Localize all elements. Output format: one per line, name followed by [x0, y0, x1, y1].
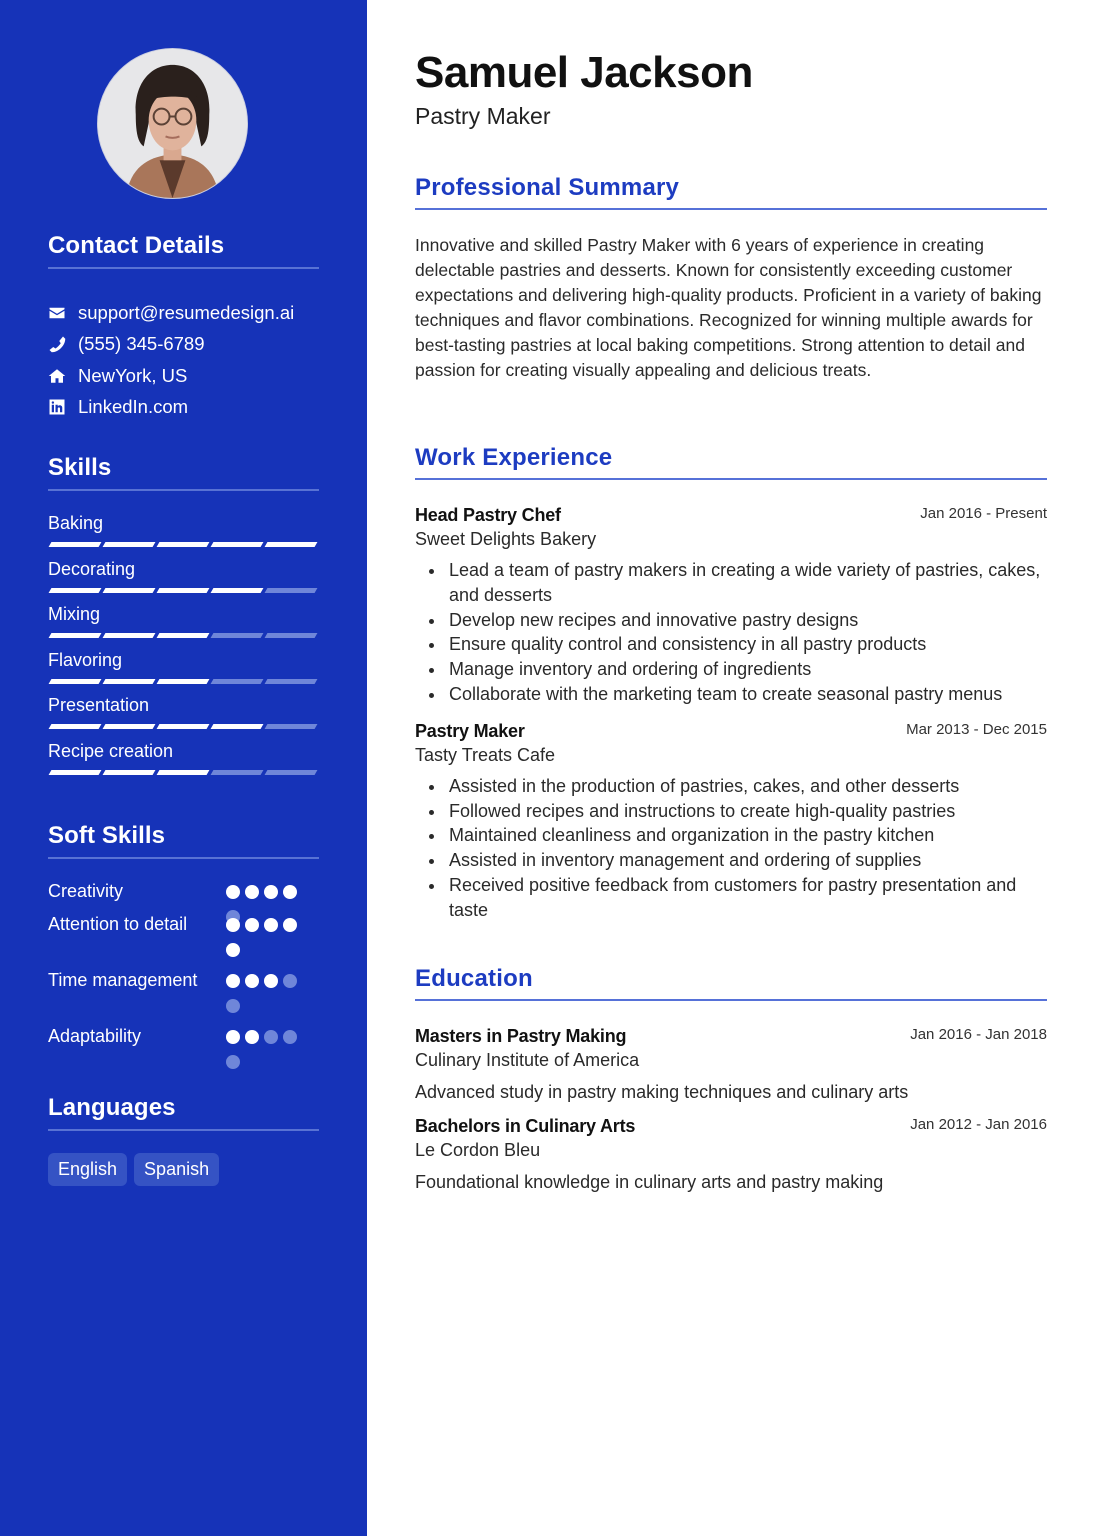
company-name: Tasty Treats Cafe — [415, 744, 556, 765]
summary-title: Professional Summary — [415, 174, 1047, 210]
rating-dot-filled — [283, 885, 297, 899]
rating-bar-filled — [103, 724, 156, 729]
job-dates: Mar 2013 - Dec 2015 — [906, 720, 1047, 738]
language-list — [48, 1153, 319, 1186]
rating-dot-empty — [226, 1055, 240, 1069]
job-bullet: Followed recipes and instructions to create high-quality pastries — [427, 799, 1047, 824]
contact-linkedin[interactable] — [48, 392, 319, 424]
soft-skill-name: Attention to detail — [48, 914, 188, 934]
skill-item — [48, 511, 319, 557]
contact-location-text: NewYork, US — [78, 364, 188, 386]
soft-skills-section — [48, 822, 319, 1074]
rating-dot-filled — [226, 974, 240, 988]
skill-item — [48, 693, 319, 739]
job-bullet: Develop new recipes and innovative pastry designs — [427, 608, 1047, 633]
skill-rating — [48, 542, 319, 547]
rating-bar-empty — [211, 633, 264, 638]
rating-dot-filled — [283, 918, 297, 932]
skill-rating — [48, 633, 319, 638]
skill-rating — [48, 724, 319, 729]
language-chip: Spanish — [134, 1153, 219, 1186]
rating-bar-filled — [103, 542, 156, 547]
rating-dot-filled — [245, 918, 259, 932]
rating-bar-filled — [49, 679, 102, 684]
soft-skill-name: Creativity — [48, 881, 124, 901]
rating-dot-filled — [264, 974, 278, 988]
education-section — [415, 965, 1047, 1194]
skill-rating — [48, 679, 319, 684]
avatar — [97, 48, 248, 199]
sidebar — [0, 0, 367, 1536]
rating-dot-filled — [245, 885, 259, 899]
skill-name: Presentation — [48, 695, 150, 715]
job-dates: Jan 2016 - Present — [920, 505, 1047, 522]
soft-skill-name: Time management — [48, 970, 198, 990]
job-bullet: Collaborate with the marketing team to create seasonal pastry menus — [427, 682, 1047, 707]
rating-bar-filled — [211, 542, 264, 547]
rating-dot-filled — [245, 974, 259, 988]
soft-skill-name: Adaptability — [48, 1026, 142, 1046]
rating-bar-filled — [103, 679, 156, 684]
rating-dot-filled — [245, 1030, 259, 1044]
rating-bar-filled — [157, 588, 210, 593]
job-bullet: Assisted in the production of pastries, cakes, and other desserts — [427, 774, 1047, 799]
rating-bar-filled — [49, 588, 102, 593]
skill-name: Mixing — [48, 604, 101, 624]
job-bullet: Manage inventory and ordering of ingredients — [427, 657, 1047, 682]
school-name: Culinary Institute of America — [415, 1050, 640, 1070]
rating-bar-filled — [211, 588, 264, 593]
rating-dot-filled — [226, 1030, 240, 1044]
skill-name: Recipe creation — [48, 740, 174, 761]
soft-skill-item — [48, 968, 319, 1024]
contact-list — [48, 297, 319, 423]
rating-dot-empty — [226, 999, 240, 1013]
degree-title: Bachelors in Culinary Arts — [415, 1116, 636, 1136]
experience-title: Work Experience — [415, 444, 1047, 480]
job-title: Pastry Maker — [415, 720, 525, 741]
rating-bar-filled — [157, 724, 210, 729]
contact-email[interactable] — [48, 297, 319, 329]
education-description: Foundational knowledge in culinary arts and pastry making — [415, 1172, 884, 1192]
education-description: Advanced study in pastry making techniques and culinary arts — [415, 1082, 909, 1102]
contact-location — [48, 360, 319, 392]
language-chip: English — [48, 1153, 127, 1186]
rating-bar-empty — [265, 770, 318, 775]
rating-bar-filled — [103, 770, 156, 775]
rating-dot-filled — [226, 918, 240, 932]
education-entry — [415, 1114, 1047, 1194]
education-dates: Jan 2016 - Jan 2018 — [910, 1026, 1047, 1043]
job-bullets — [415, 774, 1047, 923]
job-bullet: Maintained cleanliness and organization in the pastry kitchen — [427, 823, 1047, 848]
rating-bar-empty — [211, 679, 264, 684]
skill-name: Baking — [48, 513, 104, 533]
company-name: Sweet Delights Bakery — [415, 529, 597, 549]
envelope-icon — [48, 303, 78, 323]
education-entry — [415, 1024, 1047, 1104]
summary-text: Innovative and skilled Pastry Maker with 6 years of experience in creating delectable pastries and desserts. Known for consistently exceeding customer expectations and delivering high-quality products. Proficient in a variety of baking techniques and flavor combinations. Recognized for winning multiple awards for best-tasting pastries at local baking competitions. Strong attention to detail and passion for creating visually appealing and delicious treats. — [415, 235, 1042, 380]
soft-skill-rating — [226, 1024, 306, 1074]
rating-bar-filled — [157, 679, 210, 684]
languages-title: Languages — [48, 1094, 319, 1131]
soft-skill-list — [48, 879, 319, 1074]
contact-phone-text: (555) 345-6789 — [78, 333, 205, 355]
rating-bar-empty — [265, 633, 318, 638]
contact-title: Contact Details — [48, 232, 319, 269]
skills-title: Skills — [48, 454, 319, 491]
summary-section — [415, 174, 1047, 383]
contact-linkedin-text: LinkedIn.com — [78, 396, 189, 418]
candidate-name: Samuel Jackson — [415, 48, 753, 97]
job-title: Head Pastry Chef — [415, 505, 561, 525]
soft-skill-item — [48, 912, 319, 968]
skill-name: Decorating — [48, 558, 136, 579]
experience-entry — [415, 503, 1047, 707]
home-icon — [48, 366, 78, 386]
skill-item — [48, 739, 319, 785]
rating-bar-filled — [211, 724, 264, 729]
rating-bar-empty — [265, 724, 318, 729]
rating-bar-filled — [157, 770, 210, 775]
degree-title: Masters in Pastry Making — [415, 1026, 627, 1046]
rating-dot-filled — [264, 918, 278, 932]
skill-item — [48, 602, 319, 648]
rating-bar-empty — [265, 588, 318, 593]
rating-bar-filled — [157, 633, 210, 638]
job-bullet: Assisted in inventory management and ordering of supplies — [427, 848, 1047, 873]
profile-photo-icon — [98, 49, 247, 198]
job-bullets — [415, 558, 1047, 707]
job-bullet: Received positive feedback from customers for pastry presentation and taste — [427, 873, 1047, 923]
skill-rating — [48, 588, 319, 593]
languages-section — [48, 1094, 319, 1186]
rating-bar-filled — [49, 770, 102, 775]
soft-skill-rating — [226, 879, 306, 912]
skill-list — [48, 511, 319, 784]
skill-item — [48, 648, 319, 694]
rating-dot-filled — [226, 885, 240, 899]
school-name: Le Cordon Bleu — [415, 1140, 541, 1160]
rating-bar-filled — [49, 542, 102, 547]
rating-dot-empty — [283, 974, 297, 988]
rating-dot-filled — [226, 943, 240, 957]
experience-entry — [415, 719, 1047, 923]
soft-skill-item — [48, 1024, 319, 1074]
job-bullet: Ensure quality control and consistency in all pastry products — [427, 632, 1047, 657]
soft-skill-rating — [226, 968, 306, 1024]
education-title: Education — [415, 965, 1047, 1001]
rating-dot-empty — [283, 1030, 297, 1044]
rating-bar-filled — [265, 542, 318, 547]
rating-dot-filled — [264, 885, 278, 899]
skill-item — [48, 557, 319, 603]
soft-skill-item — [48, 879, 319, 912]
contact-phone[interactable] — [48, 329, 319, 361]
skills-section — [48, 454, 319, 784]
rating-bar-filled — [103, 588, 156, 593]
candidate-role: Pastry Maker — [415, 103, 551, 129]
rating-bar-filled — [49, 724, 102, 729]
linkedin-icon — [48, 397, 78, 417]
soft-skill-rating — [226, 912, 306, 968]
rating-bar-empty — [211, 770, 264, 775]
contact-email-text: support@resumedesign.ai — [78, 301, 295, 323]
rating-bar-filled — [103, 633, 156, 638]
experience-section — [415, 444, 1047, 923]
rating-bar-filled — [157, 542, 210, 547]
skill-rating — [48, 770, 319, 775]
job-bullet: Lead a team of pastry makers in creating a wide variety of pastries, cakes, and desserts — [427, 558, 1047, 608]
education-dates: Jan 2012 - Jan 2016 — [910, 1116, 1047, 1133]
soft-skills-title: Soft Skills — [48, 822, 319, 859]
rating-bar-empty — [265, 679, 318, 684]
skill-name: Flavoring — [48, 649, 123, 670]
rating-dot-empty — [264, 1030, 278, 1044]
phone-icon — [48, 334, 78, 354]
rating-bar-filled — [49, 633, 102, 638]
contact-section — [48, 232, 319, 423]
